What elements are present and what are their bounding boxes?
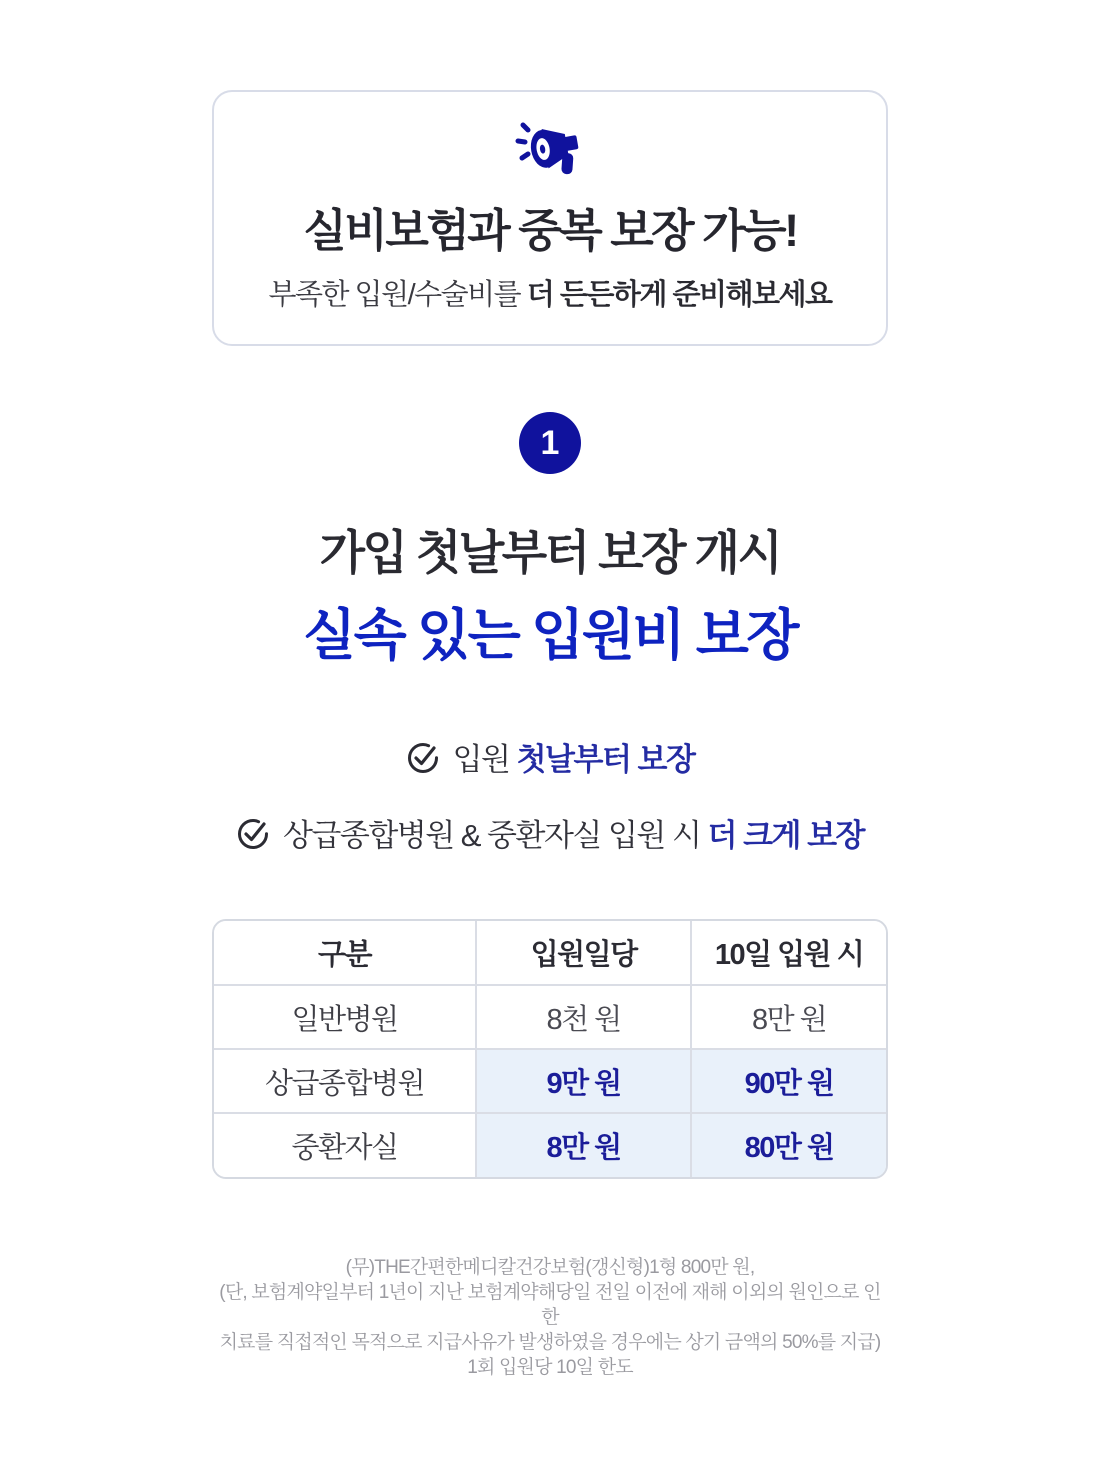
banner-title: 실비보험과 중복 보장 가능! [303,205,797,256]
table-row [214,1049,886,1113]
section-heading-line2: 실속 있는 입원비 보장 [302,604,797,666]
section-number-badge: 1 [519,412,581,474]
row-label: 상급종합병원 [214,1049,476,1113]
benefit-table [212,919,888,1179]
promo-section [212,90,888,1380]
table-row [214,985,886,1049]
duplicate-coverage-banner-card [212,90,888,346]
banner-subtitle-regular: 부족한 입원/수술비를 [268,279,527,311]
bullet-text [453,734,695,779]
footnote-line: 치료를 직접적인 목적으로 지급사유가 발생하였을 경우에는 상기 금액의 50%를 지급) [219,1332,881,1353]
footnote-line: 1회 입원당 10일 한도 [467,1357,633,1378]
col-header-ten-days: 10일 입원 시 [691,921,886,985]
ten-days-value: 80만 원 [691,1113,886,1177]
megaphone-icon [515,118,585,182]
bullet-text-regular: 입원 [452,742,517,777]
check-circle-icon [236,815,272,851]
daily-value: 9만 원 [476,1049,691,1113]
row-label: 중환자실 [214,1113,476,1177]
ten-days-value: 8만 원 [691,985,886,1049]
row-label: 일반병원 [214,985,476,1049]
policy-footnote [212,1255,888,1380]
section-heading-line1: 가입 첫날부터 보장 개시 [319,526,781,579]
footnote-line: (무)THE간편한메디칼건강보험(갱신형)1형 800만 원, [345,1257,755,1278]
ten-days-value: 90만 원 [691,1049,886,1113]
daily-value: 8천 원 [476,985,691,1049]
daily-value: 8만 원 [476,1113,691,1177]
bullet-text-bold: 더 크게 보장 [707,818,864,853]
table-row [214,1113,886,1177]
banner-subtitle-bold: 더 든든하게 준비해보세요 [526,279,832,311]
col-header-category: 구분 [214,921,476,985]
bullet-text-bold: 첫날부터 보장 [516,742,695,777]
bullet-bigger-coverage [212,810,888,855]
table-header-row [214,921,886,985]
banner-subtitle [214,272,886,313]
footnote-line: (단, 보험계약일부터 1년이 지난 보험계약해당일 전일 이전에 재해 이외의 원인으로 인한 [219,1282,881,1328]
bullet-first-day-coverage [212,734,888,779]
bullet-text [283,810,864,855]
col-header-daily: 입원일당 [476,921,691,985]
check-circle-icon [406,739,442,775]
benefit-bullets [212,734,888,855]
bullet-text-regular: 상급종합병원 & 중환자실 입원 시 [282,818,708,853]
